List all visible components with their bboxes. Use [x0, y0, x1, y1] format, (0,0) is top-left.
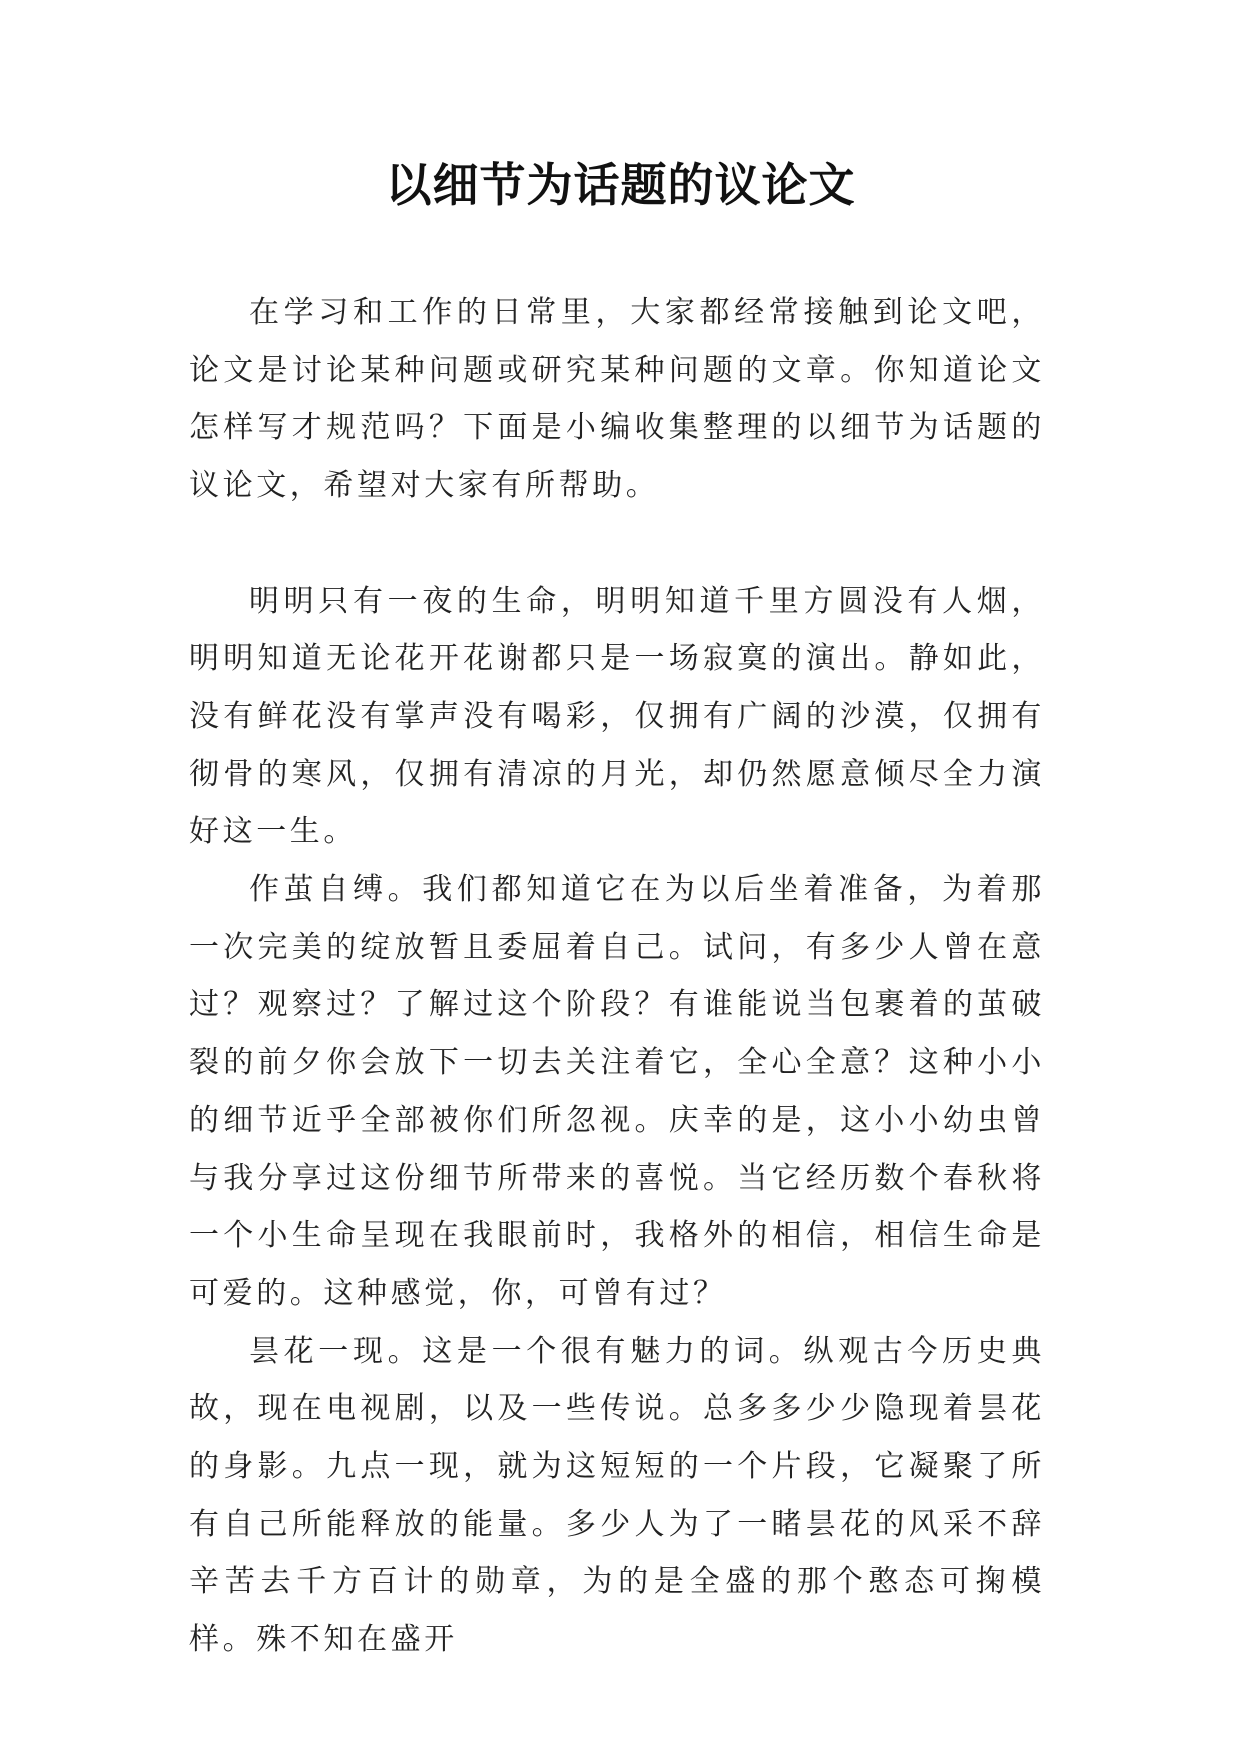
paragraph-night-bloom: 明明只有一夜的生命，明明知道千里方圆没有人烟，明明知道无论花开花谢都只是一场寂寞的演出。静如此，没有鲜花没有掌声没有喝彩，仅拥有广阔的沙漠，仅拥有彻骨的寒风，仅拥有清凉的月光，却仍然愿意倾尽全力演好这一生。 [189, 583, 1045, 850]
paragraph-cocoon: 作茧自缚。我们都知道它在为以后坐着准备，为着那一次完美的绽放暂且委屈着自己。试问，有多少人曾在意过？观察过？了解过这个阶段？有谁能说当包裹着的茧破裂的前夕你会放下一切去关注着它，全心全意？这种小小的细节近乎全部被你们所忽视。庆幸的是，这小小幼虫曾与我分享过这份细节所带来的喜悦。当它经历数个春秋将一个小生命呈现在我眼前时，我格外的相信，相信生命是可爱的。这种感觉，你，可曾有过？ [189, 872, 1045, 1311]
document-body [189, 284, 1045, 1669]
paragraph-epiphyllum: 昙花一现。这是一个很有魅力的词。纵观古今历史典故，现在电视剧，以及一些传说。总多多少少隐现着昙花的身影。九点一现，就为这短短的一个片段，它凝聚了所有自己所能释放的能量。多少人为了一睹昙花的风采不辞辛苦去千方百计的勋章，为的是全盛的那个憨态可掬模样。殊不知在盛开 [189, 1333, 1045, 1658]
document-title: 以细节为话题的议论文 [385, 158, 856, 212]
paragraph-intro: 在学习和工作的日常里，大家都经常接触到论文吧，论文是讨论某种问题或研究某种问题的文章。你知道论文怎样写才规范吗？下面是小编收集整理的以细节为话题的议论文，希望对大家有所帮助。 [189, 295, 1045, 504]
